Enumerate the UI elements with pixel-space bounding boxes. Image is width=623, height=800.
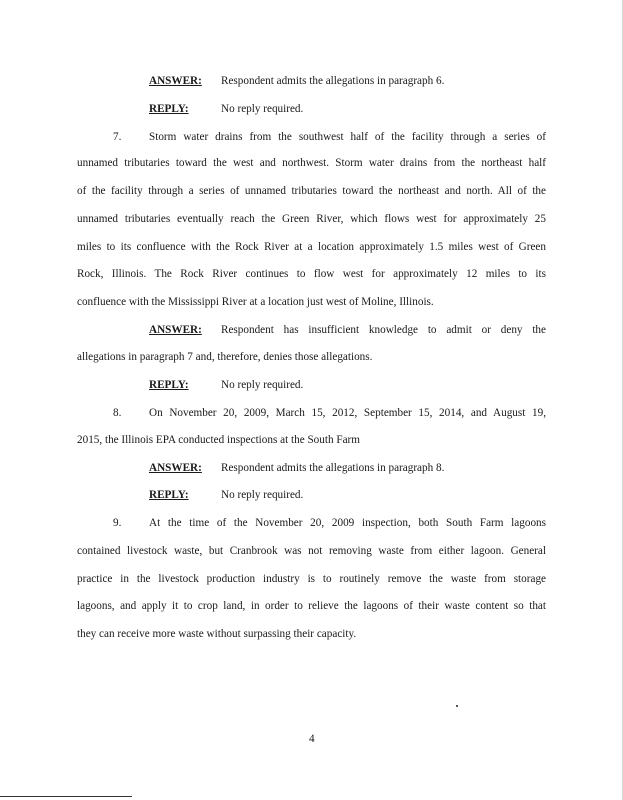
page-number: 4 xyxy=(309,733,315,745)
paragraph-number-8: 8. xyxy=(113,407,122,419)
paragraph-9-line: they can receive more waste without surpassing their capacity. xyxy=(77,628,357,640)
answer-text-8: Respondent admits the allegations in paragraph 8. xyxy=(221,462,445,474)
paragraph-7-line: of the facility through a series of unnamed tributaries toward the northeast and north. All of the xyxy=(77,185,546,197)
paragraph-7-line: Rock, Illinois. The Rock River continues to flow west for approximately 12 miles to its xyxy=(77,268,546,280)
reply-text-8: No reply required. xyxy=(221,489,304,501)
paragraph-7-line: confluence with the Mississippi River at a location just west of Moline, Illinois. xyxy=(77,296,434,308)
reply-label-8: REPLY: xyxy=(149,489,189,501)
paragraph-7-line: unnamed tributaries eventually reach the Green River, which flows west for approximately 25 xyxy=(77,213,546,225)
answer-text-7-line2: allegations in paragraph 7 and, therefore, denies those allegations. xyxy=(77,351,373,363)
answer-label-8: ANSWER: xyxy=(149,462,202,474)
reply-text-6: No reply required. xyxy=(221,103,304,115)
paragraph-9-line: practice in the livestock production industry is to routinely remove the waste from storage xyxy=(77,573,546,585)
paragraph-9-line: lagoons, and apply it to crop land, in order to relieve the lagoons of their waste content so that xyxy=(77,600,546,612)
answer-label-7: ANSWER: xyxy=(149,324,202,336)
paragraph-8-line: On November 20, 2009, March 15, 2012, September 15, 2014, and August 19, xyxy=(149,407,546,419)
reply-text-7: No reply required. xyxy=(221,379,304,391)
scan-speck xyxy=(456,705,458,707)
footer-rule xyxy=(0,796,132,797)
paragraph-7-line: miles to its confluence with the Rock River at a location approximately 1.5 miles west of Green xyxy=(77,241,546,253)
paragraph-9-line: contained livestock waste, but Cranbrook was not removing waste from either lagoon. General xyxy=(77,545,546,557)
paragraph-number-9: 9. xyxy=(113,517,122,529)
paragraph-9-line: At the time of the November 20, 2009 inspection, both South Farm lagoons xyxy=(149,517,546,529)
answer-text-7-line1: Respondent has insufficient knowledge to admit or deny the xyxy=(221,324,546,336)
answer-text-6: Respondent admits the allegations in paragraph 6. xyxy=(221,75,445,87)
paragraph-number-7: 7. xyxy=(113,131,122,143)
paragraph-7-line: Storm water drains from the southwest half of the facility through a series of xyxy=(149,131,546,143)
answer-label-6: ANSWER: xyxy=(149,75,202,87)
reply-label-6: REPLY: xyxy=(149,103,189,115)
reply-label-7: REPLY: xyxy=(149,379,189,391)
paragraph-7-line: unnamed tributaries toward the west and northwest. Storm water drains from the northeast half xyxy=(77,157,546,169)
paragraph-8-line: 2015, the Illinois EPA conducted inspections at the South Farm xyxy=(77,434,360,446)
